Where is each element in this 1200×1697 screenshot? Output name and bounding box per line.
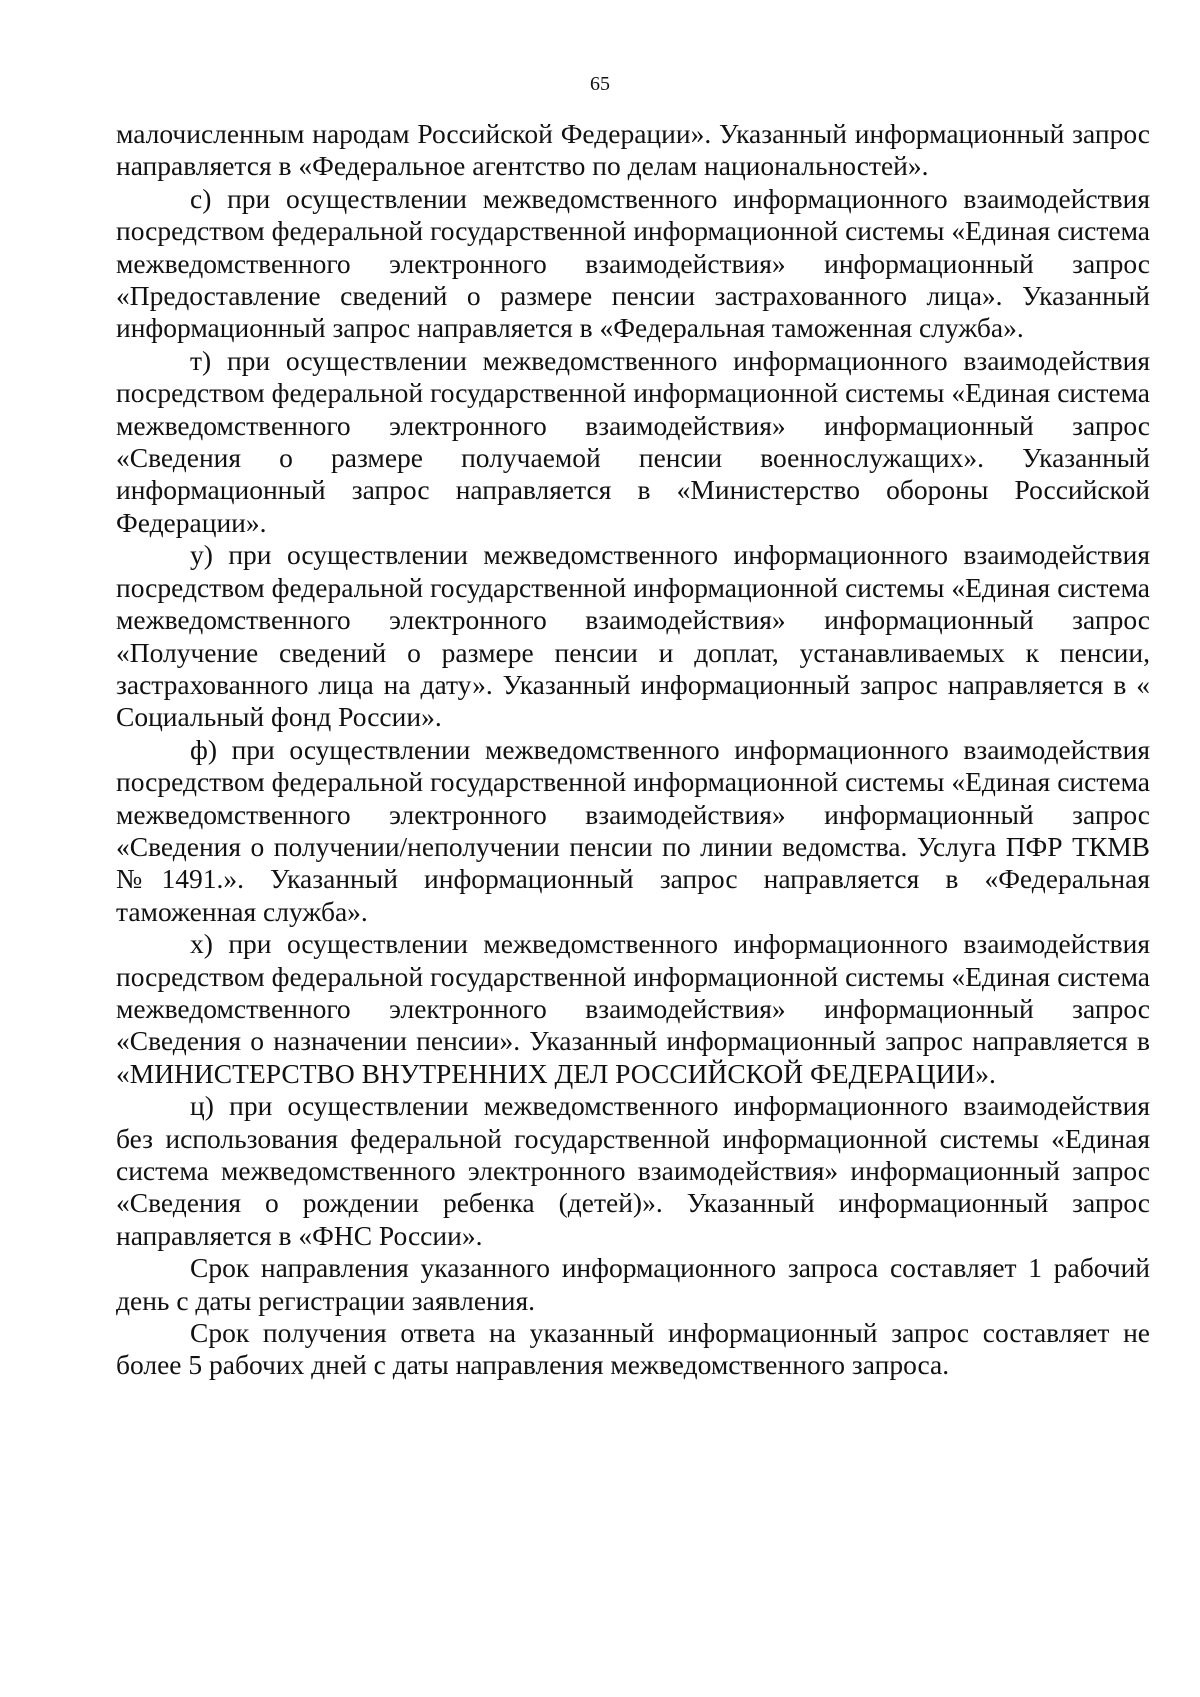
paragraph-item-f: ф) при осуществлении межведомственного информационного взаимодействия посредством федеральной государственной информационной системы «Единая система межведомственного электронного взаимодействия» информационный запрос «Сведения о получении/неполучении пенсии по линии ведомства. Услуга ПФР ТКМВ №1491.». Указанный информационный запрос направляется в «Федеральная таможенная служба». [116,733,1150,927]
paragraph-continuation: малочисленным народам Российской Федерации». Указанный информационный запрос направляется в «Федеральное агентство по делам национальностей». [116,118,1150,182]
page-number: 65 [590,73,610,95]
paragraph-item-ts: ц) при осуществлении межведомственного информационного взаимодействия без использования федеральной государственной информационной системы «Единая система межведомственного электронного взаимодействия» информационный запрос «Сведения о рождении ребенка (детей)». Указанный информационный запрос направляется в «ФНС России». [116,1090,1150,1251]
paragraph-item-s: с) при осуществлении межведомственного информационного взаимодействия посредством федеральной государственной информационной системы «Единая система межведомственного электронного взаимодействия» информационный запрос «Предоставление сведений о размере пенсии застрахованного лица». Указанный информационный запрос направляется в «Федеральная таможенная служба». [116,182,1150,344]
paragraph-item-t: т) при осуществлении межведомственного информационного взаимодействия посредством федеральной государственной информационной системы «Единая система межведомственного электронного взаимодействия» информационный запрос «Сведения о размере получаемой пенсии военнослужащих». Указанный информационный запрос направляется в «Министерство обороны Российской Федерации». [116,344,1150,538]
paragraph-response-deadline: Срок получения ответа на указанный информационный запрос составляет не более 5 рабочих дней с даты направления межведомственного запроса. [116,1317,1150,1381]
paragraph-request-deadline: Срок направления указанного информационного запроса составляет 1 рабочий день с даты регистрации заявления. [116,1252,1150,1316]
paragraph-item-u: у) при осуществлении межведомственного информационного взаимодействия посредством федеральной государственной информационной системы «Единая система межведомственного электронного взаимодействия» информационный запрос «Получение сведений о размере пенсии и доплат, устанавливаемых к пенсии, застрахованного лица на дату». Указанный информационный запрос направляется в « Социальный фонд России». [116,539,1150,733]
document-body [116,118,1150,1382]
paragraph-item-kh: х) при осуществлении межведомственного информационного взаимодействия посредством федеральной государственной информационной системы «Единая система межведомственного электронного взаимодействия» информационный запрос «Сведения о назначении пенсии». Указанный информационный запрос направляется в «МИНИСТЕРСТВО ВНУТРЕННИХ ДЕЛ РОССИЙСКОЙ ФЕДЕРАЦИИ». [116,928,1150,1089]
